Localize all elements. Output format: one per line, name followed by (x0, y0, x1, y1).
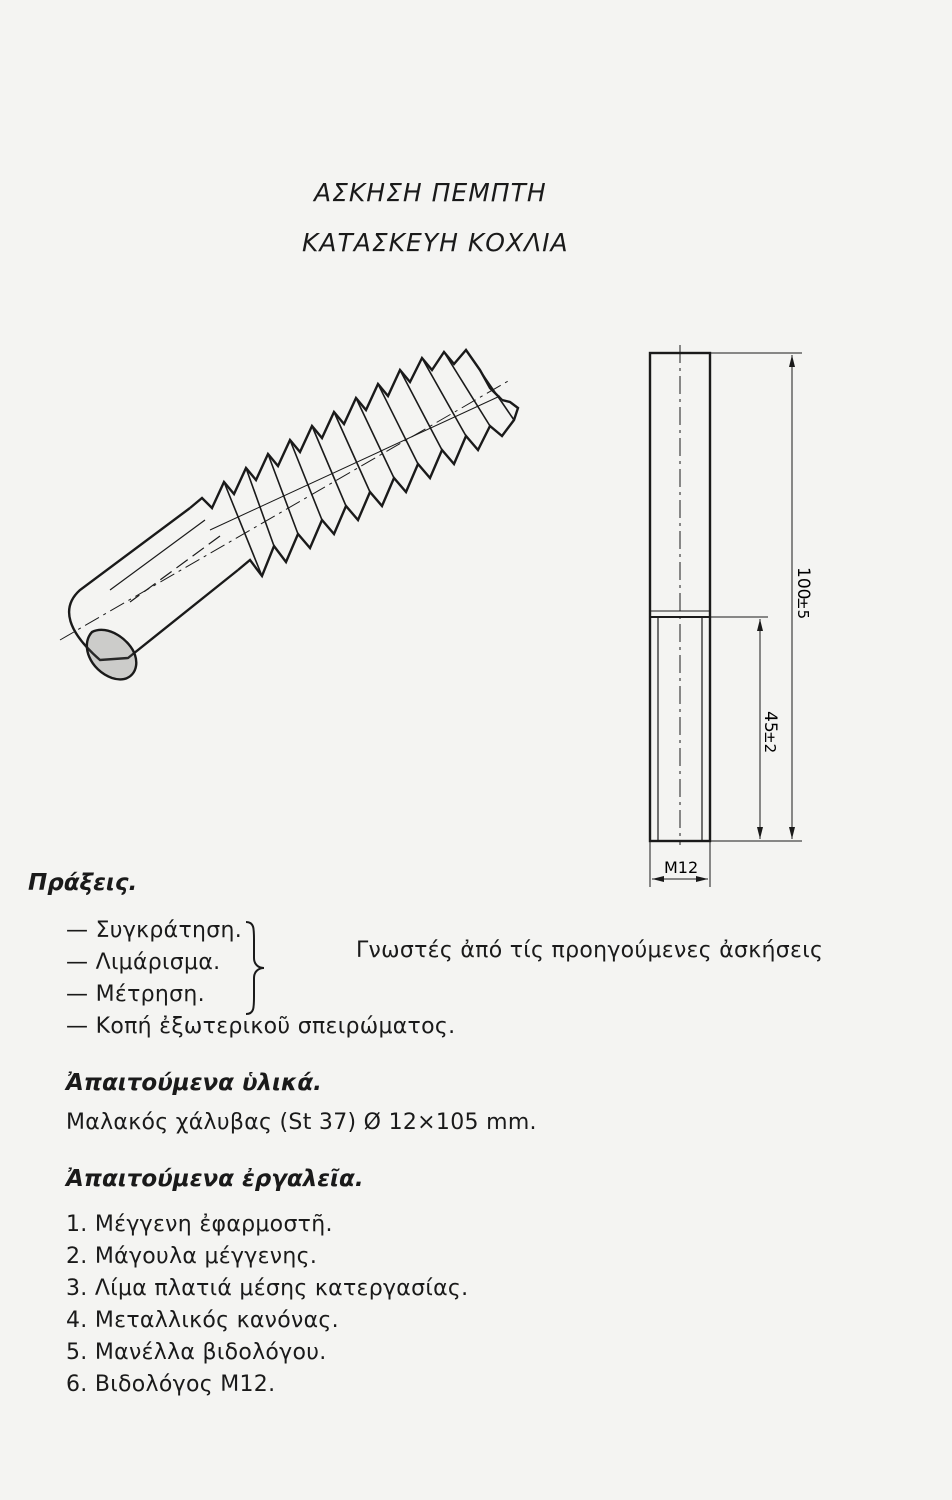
thread-length-tolerance: ±2 (761, 731, 779, 754)
threaded-rod-isometric-drawing (40, 340, 540, 700)
thread-length-value: 45 (760, 711, 780, 733)
operation-item: — Συγκράτηση. (66, 918, 243, 943)
tool-item: 6. Βιδολόγος Μ12. (66, 1372, 276, 1397)
tool-item: 3. Λίμα πλατιά μέσης κατεργασίας. (66, 1276, 469, 1301)
materials-heading: Ἀπαιτούμενα ὑλικά. (66, 1070, 322, 1096)
total-length-value: 100 (793, 567, 813, 600)
total-length-tolerance: ±5 (794, 597, 812, 620)
tool-item: 4. Μεταλλικός κανόνας. (66, 1308, 339, 1333)
tool-item: 2. Μάγουλα μέγγενης. (66, 1244, 318, 1269)
thread-size-label: M12 (664, 858, 699, 877)
operation-item: — Λιμάρισμα. (66, 950, 221, 975)
tool-item: 5. Μανέλλα βιδολόγου. (66, 1340, 327, 1365)
thread-top-profile (190, 350, 502, 508)
known-operations-note: Γνωστές ἀπό τίς προηγούμενες ἀσκήσεις (356, 938, 824, 963)
operation-item: — Κοπή ἐξωτερικοῦ σπειρώματος. (66, 1014, 456, 1039)
page-subtitle: ΚΑΤΑΣΚΕΥΗ ΚΟΧΛΙΑ (302, 228, 569, 257)
materials-text: Μαλακός χάλυβας (St 37) Ø 12×105 mm. (66, 1110, 537, 1135)
page-title: ΑΣΚΗΣΗ ΠΕΜΠΤΗ (314, 178, 547, 207)
operations-heading: Πράξεις. (28, 870, 138, 896)
rod-orthographic-drawing (630, 345, 830, 890)
tool-item: 1. Μέγγενη ἐφαρμοστῆ. (66, 1212, 333, 1237)
brace-icon (240, 918, 270, 1018)
tools-heading: Ἀπαιτούμενα ἐργαλεῖα. (66, 1166, 364, 1192)
rod-end-face (87, 630, 136, 680)
operation-item: — Μέτρηση. (66, 982, 205, 1007)
